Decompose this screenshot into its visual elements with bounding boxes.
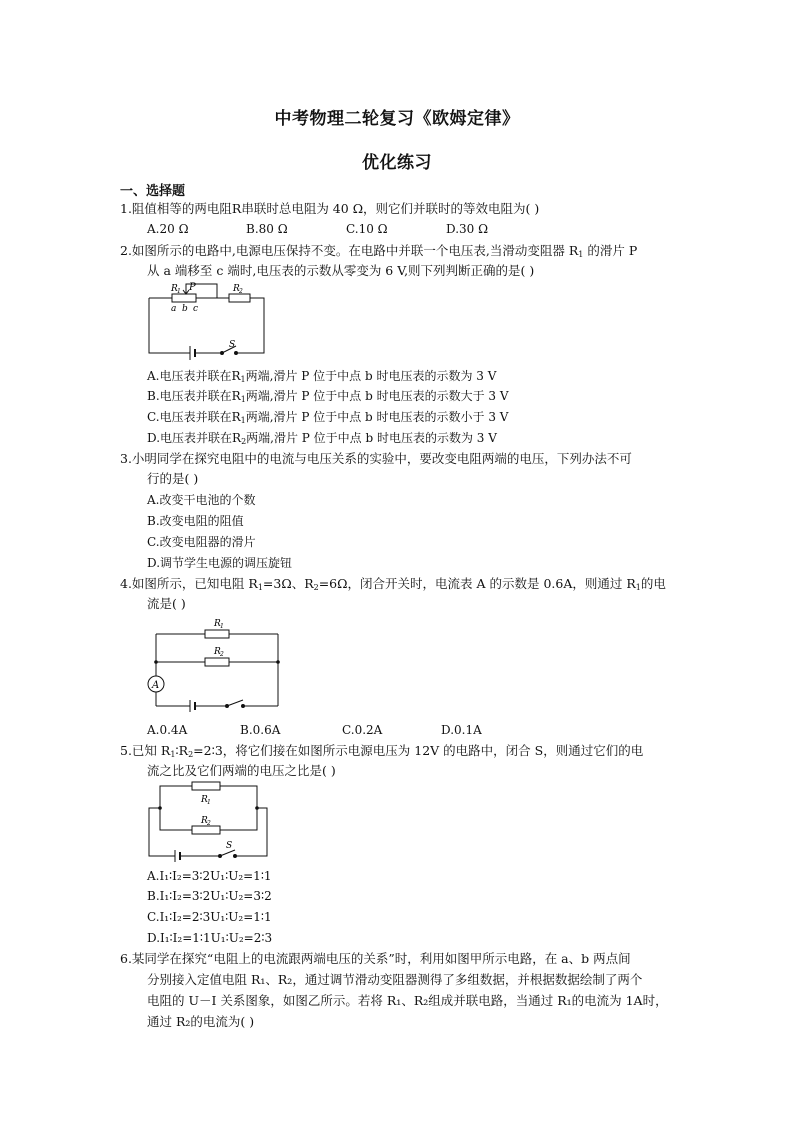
page-subtitle: 优化练习 <box>362 153 432 173</box>
q1-option-b: B.80 Ω <box>246 222 288 236</box>
q1-option-d: D.30 Ω <box>446 222 489 236</box>
q2-option-c-pre: C.电压表并联在 <box>147 410 232 424</box>
q2-option-b-pre: B.电压表并联在 <box>147 389 232 403</box>
q5-stem-c: =2∶3，将它们接在如图所示电源电压为 12V 的电路中，闭合 S，则通过它们的电 <box>193 743 644 758</box>
q3-option-d: D.调节学生电源的调压旋钮 <box>147 556 293 570</box>
q4-resistor-r1 <box>205 630 229 638</box>
q4-resistor-r2 <box>205 658 229 666</box>
q2-r-symbol: $R_1$ <box>568 243 584 259</box>
q4-label-ammeter: A <box>152 680 160 691</box>
q2-option-a-post: 两端,滑片 P 位于中点 b 时电压表的示数为 3 V <box>245 369 497 383</box>
q2-option-b-post: 两端,滑片 P 位于中点 b 时电压表的示数大于 3 V <box>245 389 509 403</box>
q2-option-c-post: 两端,滑片 P 位于中点 b 时电压表的示数小于 3 V <box>245 410 509 424</box>
q4-stem-c: =6Ω，闭合开关时，电流表 A 的示数是 0.6A，则通过 R <box>318 576 636 591</box>
q2-label-r2: R <box>233 284 240 294</box>
q4-stem-a: 4.如图所示，已知电阻 R <box>120 576 258 591</box>
q5-option-a: A.I₁∶I₂=3∶2U₁∶U₂=1∶1 <box>147 869 272 883</box>
q6-line3: 电阻的 U－I 关系图象，如图乙所示。若将 R₁、R₂组成并联电路，当通过 R₁的电流为 1A时， <box>147 993 668 1008</box>
q2-option-b-r: R <box>231 389 241 403</box>
q2-label-r1-sub: 1 <box>177 288 181 295</box>
q2-label-r2-sub: 2 <box>239 288 243 295</box>
q1-stem: 1.阻值相等的两电阻R串联时总电阻为 40 Ω，则它们并联时的等效电阻为( ) <box>120 201 540 216</box>
q2-stem-line1 <box>120 241 637 261</box>
q2-option-a <box>147 366 496 386</box>
q2-resistor-r2 <box>229 294 250 302</box>
q2-option-a-pre: A.电压表并联在 <box>147 369 232 383</box>
q2-option-c <box>147 407 508 427</box>
q2-label-s: S <box>229 340 236 350</box>
q5-stem-b: ∶R <box>175 743 189 758</box>
q2-option-d-r: R <box>232 431 242 445</box>
q5-label-r1-sub: 1 <box>207 799 211 806</box>
q5-label-r1: R <box>201 795 208 805</box>
q2-label-r1: R <box>171 284 178 294</box>
q2-option-c-sub: 1 <box>240 416 246 425</box>
q4-stem-d: 的电 <box>640 576 666 591</box>
q2-option-d-sub: 2 <box>241 437 247 446</box>
q5-circuit-diagram <box>140 780 275 865</box>
q5-label-r2: R <box>201 816 208 826</box>
q3-option-c: C.改变电阻器的滑片 <box>147 535 256 549</box>
q4-option-b: B.0.6A <box>240 723 281 737</box>
q5-stem-a: 5.已知 R <box>120 743 171 758</box>
q4-stem-line1: 4.如图所示，已知电阻 $R_1=3\Omega$、$R_2=6\Omega$，闭合开关时，电流表 A 的示数是 0.6A，则通过 $R_1$的电 <box>120 576 666 592</box>
q2-option-d-pre: D.电压表并联在 <box>147 431 233 445</box>
q2-stem-a: 2.如图所示的电路中,电源电压保持不变。在电路中并联一个电压表,当滑动变阻器 <box>120 243 565 258</box>
q5-label-r2-sub: 2 <box>207 820 211 827</box>
q4-option-d: D.0.1A <box>441 723 482 737</box>
q5-option-d: D.I₁∶I₂=1∶1U₁∶U₂=2∶3 <box>147 931 273 945</box>
q4-circuit-diagram <box>145 614 285 714</box>
q2-circuit-diagram <box>140 280 275 360</box>
page-title: 中考物理二轮复习《欧姆定律》 <box>274 109 520 129</box>
q5-stem-line2: 流之比及它们两端的电压之比是( ) <box>147 763 336 778</box>
q2-label-b: b <box>182 304 188 314</box>
q4-option-a: A.0.4A <box>147 723 188 737</box>
q4-label-r1-sub: 1 <box>220 623 224 630</box>
q2-option-b-sub: 1 <box>240 395 246 404</box>
q2-label-p: P <box>189 282 196 293</box>
q4-option-c: C.0.2A <box>342 723 383 737</box>
q1-option-c: C.10 Ω <box>346 222 388 236</box>
q6-line4: 通过 R₂的电流为( ) <box>147 1014 255 1029</box>
q6-line2: 分别接入定值电阻 R₁、R₂，通过调节滑动变阻器测得了多组数据，并根据数据绘制了两个 <box>147 972 643 987</box>
q2-option-c-r: R <box>231 410 241 424</box>
q2-label-a: a <box>171 304 177 314</box>
q1-option-a: A.20 Ω <box>147 222 189 236</box>
q4-stem-b: =3Ω、R <box>262 576 314 591</box>
q3-option-a: A.改变干电池的个数 <box>147 493 256 507</box>
q2-label-c: c <box>193 304 199 314</box>
q5-option-c: C.I₁∶I₂=2∶3U₁∶U₂=1∶1 <box>147 910 272 924</box>
q4-label-r1: R <box>214 619 221 629</box>
q2-option-a-sub: 1 <box>240 375 246 384</box>
q5-option-b: B.I₁∶I₂=3∶2U₁∶U₂=3∶2 <box>147 889 272 903</box>
q2-option-a-r: R <box>231 369 241 383</box>
q2-stem-b: 的滑片 P <box>587 243 638 258</box>
q2-rheostat-r1 <box>172 294 196 302</box>
q4-stem-line2: 流是( ) <box>147 596 186 611</box>
section-heading: 一、选择题 <box>120 184 186 199</box>
q3-option-b: B.改变电阻的阻值 <box>147 514 244 528</box>
q5-resistor-r1 <box>192 782 220 790</box>
q4-label-r2-sub: 2 <box>220 651 224 658</box>
q5-label-s: S <box>226 841 233 851</box>
q2-stem-line2: 从 a 端移至 c 端时,电压表的示数从零变为 6 V,则下列判断正确的是( ) <box>147 263 535 278</box>
q2-option-b <box>147 386 509 406</box>
q3-stem-line1: 3.小明同学在探究电阻中的电流与电压关系的实验中，要改变电阻两端的电压，下列办法不可 <box>120 451 632 466</box>
q3-stem-line2: 行的是( ) <box>147 471 199 486</box>
q2-option-d <box>147 428 497 448</box>
q2-option-d-post: 两端,滑片 P 位于中点 b 时电压表的示数为 3 V <box>246 431 497 445</box>
q5-stem-line1: 5.已知 $R_1∶R_2=2∶3$，将它们接在如图所示电源电压为 12V 的电路中，闭合 S，则通过它们的电 <box>120 743 644 759</box>
q5-resistor-r2 <box>192 826 220 834</box>
q4-label-r2: R <box>214 647 221 657</box>
q6-line1: 6.某同学在探究“电阻上的电流跟两端电压的关系”时，利用如图甲所示电路，在 a、b 两点间 <box>120 951 631 966</box>
